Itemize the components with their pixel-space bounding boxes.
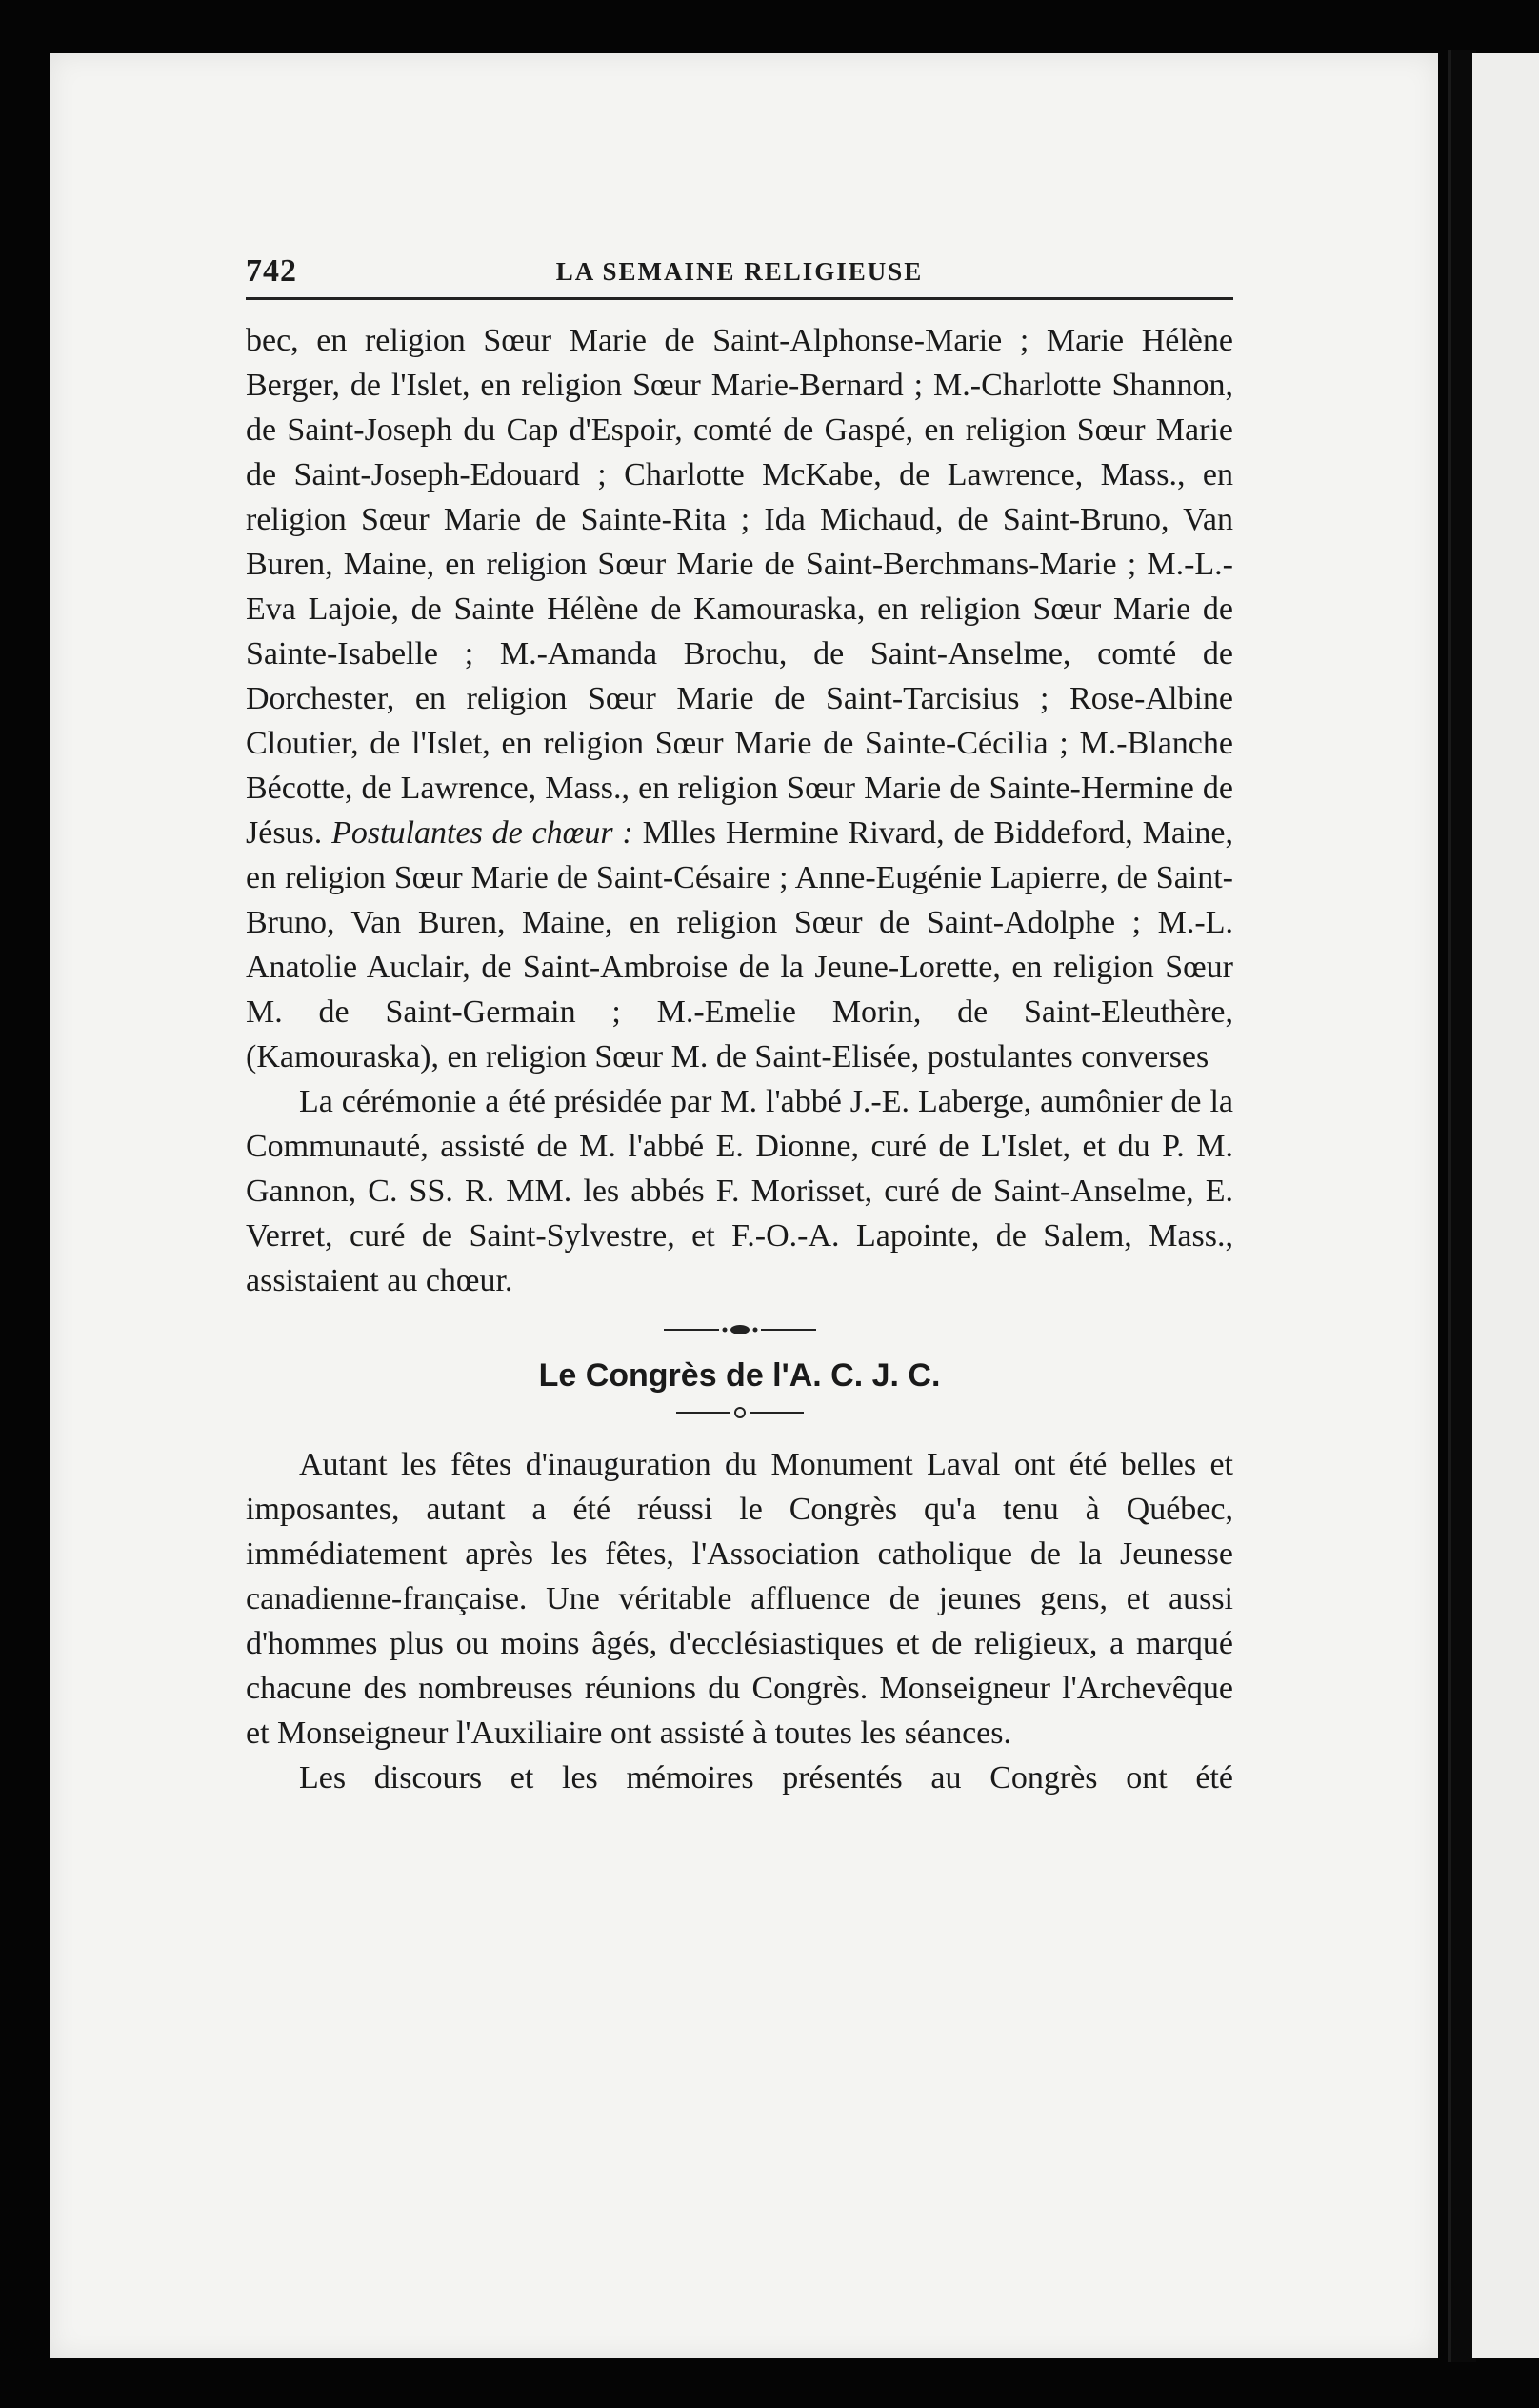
postulantes-heading: Postulantes de chœur :: [331, 815, 633, 851]
page-header: [246, 250, 1233, 300]
section-title: Le Congrès de l'A. C. J. C.: [538, 1357, 941, 1394]
postulantes-text: Mlles Hermine Rivard, de Biddeford, Maine, en religion Sœur Marie de Saint-Césaire ; Anne-Eugénie Lapierre, de Saint-Bruno, Van Buren, Maine, en religion Sœur de Saint-Adolphe ; M.-L. Anatolie Auclair, de Saint-Ambroise de la Jeune-Lorette, en religion Sœur M. de Saint-Germain ; M.-Emelie Morin, de Saint-Eleuthère, (Kamouraska), en religion Sœur M. de Saint-Elisée, postulantes converses: [246, 815, 1234, 1074]
paragraph-ceremonie: La cérémonie a été présidée par M. l'abbé J.-E. Laberge, aumônier de la Communauté, assisté de M. l'abbé E. Dionne, curé de L'Islet, et du P. M. Gannon, C. SS. R. MM. les abbés F. Morisset, curé de Saint-Anselme, E. Verret, curé de Saint-Sylvestre, et F.-O.-A. Lapointe, de Salem, Mass., assistaient au chœur.: [246, 1084, 1233, 1298]
facing-page-edge: [1472, 53, 1539, 2358]
paragraph-discours: Les discours et les mémoires présentés au Congrès ont été: [299, 1760, 1233, 1796]
small-divider-icon: [669, 1402, 811, 1423]
article-body: [246, 318, 1233, 1800]
running-title: LA SEMAINE RELIGIEUSE: [555, 257, 924, 286]
nominations-text: bec, en religion Sœur Marie de Saint-Alphonse-Marie ; Marie Hélène Berger, de l'Islet, en religion Sœur Marie-Bernard ; M.-Charlotte Shannon, de Saint-Joseph du Cap d'Espoir, comté de Gaspé, en religion Sœur Marie de Saint-Joseph-Edouard ; Charlotte McKabe, de Lawrence, Mass., en religion Sœur Marie de Sainte-Rita ; Ida Michaud, de Saint-Bruno, Van Buren, Maine, en religion Sœur Marie de Saint-Berchmans-Marie ; M.-L.-Eva Lajoie, de Sainte Hélène de Kamouraska, en religion Sœur Marie de Sainte-Isabelle ; M.-Amanda Brochu, de Saint-Anselme, comté de Dorchester, en religion Sœur Marie de Saint-Tarcisius ; Rose-Albine Cloutier, de l'Islet, en religion Sœur Marie de Sainte-Cécilia ; M.-Blanche Bécotte, de Lawrence, Mass., en religion Sœur Marie de Sainte-Hermine de Jésus.: [246, 323, 1233, 851]
paragraph-congres: Autant les fêtes d'inauguration du Monument Laval ont été belles et imposantes, autant a été réussi le Congrès qu'a tenu à Québec, immédiatement après les fêtes, l'Association catholique de la Jeunesse canadienne-française. Une véritable affluence de jeunes gens, et aussi d'hommes plus ou moins âgés, d'ecclésiastiques et de religieux, a marqué chacune des nombreuses réunions du Congrès. Monseigneur l'Archevêque et Monseigneur l'Auxiliaire ont assisté à toutes les séances.: [246, 1447, 1233, 1751]
ornament-divider-icon: [645, 1324, 835, 1335]
paragraph-nominations: [246, 318, 1233, 1079]
page-number: 742: [246, 253, 297, 289]
